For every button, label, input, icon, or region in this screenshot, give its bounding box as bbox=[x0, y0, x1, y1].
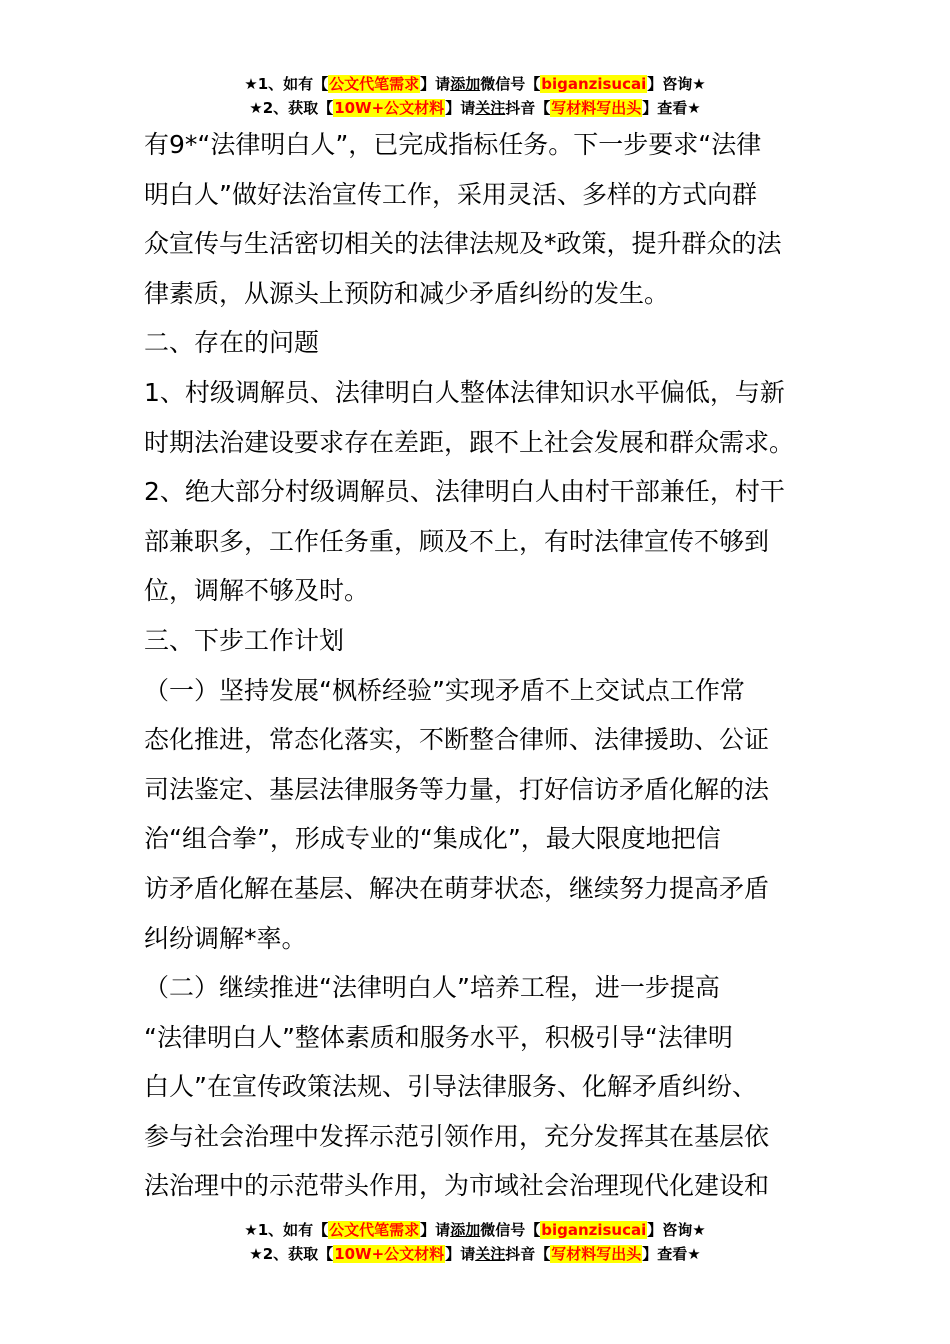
banner-text: ★1、如有【 bbox=[244, 1221, 329, 1239]
banner-text: 】请 bbox=[420, 75, 451, 93]
banner-text: ★2、获取【 bbox=[249, 99, 334, 117]
banner-text: ★2、获取【 bbox=[249, 1245, 334, 1263]
banner-text: 微信号【 bbox=[480, 75, 541, 93]
banner-text: 】请 bbox=[420, 1221, 451, 1239]
banner-text: 】请 bbox=[445, 1245, 476, 1263]
body-line: 治“组合拳”，形成专业的“集成化”，最大限度地把信 bbox=[144, 824, 721, 854]
body-line: 2、绝大部分村级调解员、法律明白人由村干部兼任，村干 bbox=[144, 477, 785, 507]
banner-line-2 bbox=[0, 1242, 950, 1266]
banner-text: 抖音【 bbox=[505, 99, 551, 117]
banner-highlight: 10W+公文材料 bbox=[334, 99, 445, 117]
banner-text: ★1、如有【 bbox=[244, 75, 329, 93]
body-line: 律素质，从源头上预防和减少矛盾纠纷的发生。 bbox=[144, 278, 670, 308]
banner-text: 】查看★ bbox=[642, 99, 701, 117]
banner-underlined: 关注 bbox=[475, 99, 506, 117]
banner-underlined: 关注 bbox=[475, 1245, 506, 1263]
banner-text: 】查看★ bbox=[642, 1245, 701, 1263]
body-line: 明白人”做好法治宣传工作，采用灵活、多样的方式向群 bbox=[144, 179, 757, 209]
body-line: 部兼职多，工作任务重，顾及不上，有时法律宣传不够到 bbox=[144, 526, 770, 556]
banner-text: 】请 bbox=[445, 99, 476, 117]
body-line: （一）坚持发展“枫桥经验”实现矛盾不上交试点工作常 bbox=[144, 675, 745, 705]
banner-highlight: 公文代笔需求 bbox=[329, 75, 420, 93]
banner-line-1 bbox=[0, 1218, 950, 1242]
body-line: 参与社会治理中发挥示范引领作用，充分发挥其在基层依 bbox=[144, 1121, 770, 1151]
body-line: 态化推进，常态化落实，不断整合律师、法律援助、公证 bbox=[144, 725, 770, 755]
body-line: 司法鉴定、基层法律服务等力量，打好信访矛盾化解的法 bbox=[144, 774, 770, 804]
section-heading: 三、下步工作计划 bbox=[144, 625, 345, 655]
body-line: 有9*“法律明白人”，已完成指标任务。下一步要求“法律 bbox=[144, 130, 762, 159]
footer-banner bbox=[0, 1218, 950, 1266]
body-line: 时期法治建设要求存在差距，跟不上社会发展和群众需求。 bbox=[144, 427, 795, 457]
banner-highlight: 10W+公文材料 bbox=[334, 1245, 445, 1263]
banner-highlight: 写材料写出头 bbox=[551, 99, 642, 117]
body-line: 白人”在宣传政策法规、引导法律服务、化解矛盾纠纷、 bbox=[144, 1072, 757, 1102]
banner-text: 】咨询★ bbox=[647, 1221, 706, 1239]
header-banner bbox=[0, 72, 950, 120]
body-line: “法律明白人”整体素质和服务水平，积极引导“法律明 bbox=[144, 1022, 733, 1052]
banner-line-1 bbox=[0, 72, 950, 96]
banner-line-2 bbox=[0, 96, 950, 120]
banner-underlined: 添加 bbox=[450, 1221, 481, 1239]
banner-text: 】咨询★ bbox=[647, 75, 706, 93]
banner-underlined: 添加 bbox=[450, 75, 481, 93]
banner-highlight: 公文代笔需求 bbox=[329, 1221, 420, 1239]
section-heading: 二、存在的问题 bbox=[144, 328, 320, 358]
body-line: 访矛盾化解在基层、解决在萌芽状态，继续努力提高矛盾 bbox=[144, 873, 770, 903]
body-line: 纠纷调解*率。 bbox=[144, 923, 307, 953]
body-line: 位，调解不够及时。 bbox=[144, 576, 370, 606]
body-line: 1、村级调解员、法律明白人整体法律知识水平偏低，与新 bbox=[144, 377, 785, 407]
banner-highlight: 写材料写出头 bbox=[551, 1245, 642, 1263]
banner-highlight: biganzisucai bbox=[541, 1221, 647, 1239]
body-line: （二）继续推进“法律明白人”培养工程，进一步提高 bbox=[144, 973, 720, 1003]
banner-text: 微信号【 bbox=[480, 1221, 541, 1239]
banner-text: 抖音【 bbox=[505, 1245, 551, 1263]
banner-highlight: biganzisucai bbox=[541, 75, 647, 93]
body-line: 众宣传与生活密切相关的法律法规及*政策，提升群众的法 bbox=[144, 229, 782, 259]
document-body bbox=[144, 120, 808, 1211]
body-line: 法治理中的示范带头作用，为市域社会治理现代化建设和 bbox=[144, 1171, 770, 1201]
